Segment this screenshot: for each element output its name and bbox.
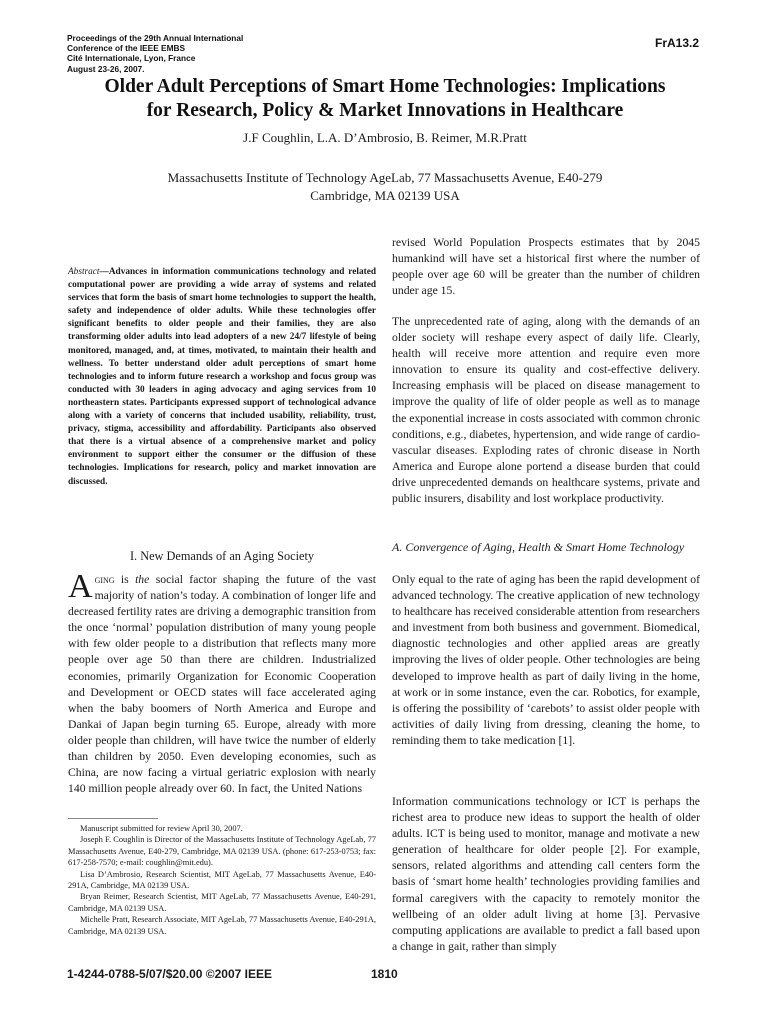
paragraph-text: The unprecedented rate of aging, along with the demands of an older society will reshape every aspect of daily life. Clearly, health will receive more attention and require even more innovation to ensure its quality and cost-effective delivery. Increasing emphasis will be placed on disease management to improve the quality of life of older people as well as to manage the exponential increase in costs associated with common chronic conditions, e.g., diabetes, hypertension, and wide range of cardio-vascular diseases. Exploding rates of chronic disease in North America and Europe alone portend a disease burden that could drive unprecedented demands on healthcare systems, private and public insurers, disability and lost workplace productivity. — [392, 315, 700, 506]
drop-cap: A — [68, 568, 93, 605]
title-line: for Research, Policy & Market Innovations in Healthcare — [146, 100, 624, 121]
body-paragraph — [392, 794, 700, 955]
document-id: FrA13.2 — [655, 36, 700, 50]
section-heading: I. New Demands of an Aging Society — [129, 549, 315, 563]
author-list: J.F Coughlin, L.A. D’Ambrosio, B. Reimer, M.R.Pratt — [243, 130, 527, 145]
affiliation — [40, 169, 730, 205]
body-paragraph — [392, 572, 700, 749]
body-paragraph — [392, 235, 700, 299]
intro-emphasis: the — [135, 573, 150, 586]
title-line: Older Adult Perceptions of Smart Home Technologies: Implications — [104, 76, 666, 97]
proceedings-info — [67, 33, 327, 74]
footnote: Bryan Reimer, Research Scientist, MIT AgeLab, 77 Massachusetts Avenue, E40-291, Cambridge, MA 02139 USA. — [68, 892, 376, 913]
abstract-text: —Advances in information communications technology and related computational power are providing a wide array of systems and related services that form the basis of smart home technologies to support the health, safety and independence of older adults. While these technologies offer significant benefits to older people and their families, they are also transforming older adults into lead adopters of a new 24/7 lifestyle of being monitored, managed, and, at times, motivated, to maintain their health and wellness. To better understand older adult perceptions of smart home technologies and to inform future research a workshop and focus group was conducted with 30 leaders in aging advocacy and aging services from 10 northeastern states. Participants expressed support of technological advance along with a variety of concerns that included usability, reliability, trust, privacy, stigma, accessibility and affordability. Participants also observed that there is a virtual absence of a comprehensive market and policy environment to support either the consumer or the diffusion of these technologies. Implications for research, policy and market innovation are discussed. — [68, 267, 376, 487]
paragraph-text: Information communications technology or ICT is perhaps the richest area to produce new ideas to support the health of older adults. ICT is being used to monitor, manage and motivate a new generation of healthcare for older people [2]. For example, sensors, related algorithms and attending call centers form the basis of ‘smart home health’ technologies providing families and formal caregivers with the capacity to remotely monitor the wellbeing of an older adult living at home [3]. Pervasive computing applications are available to predict a fall based upon a change in gait, rather than simply — [392, 795, 700, 953]
subsection-heading: A. Convergence of Aging, Health & Smart Home Technology — [392, 540, 685, 554]
footnote: Michelle Pratt, Research Associate, MIT AgeLab, 77 Massachusetts Avenue, E40-291A, Cambridge, MA 02139 USA. — [68, 915, 377, 936]
intro-paragraph — [68, 568, 377, 797]
paper-title — [40, 75, 730, 123]
first-word-rest: ging — [94, 573, 115, 586]
abstract-label: Abstract — [68, 267, 100, 277]
affiliation-line: Cambridge, MA 02139 USA — [310, 188, 460, 203]
intro-is: is — [114, 573, 136, 586]
body-paragraph — [392, 314, 700, 507]
copyright-line: 1-4244-0788-5/07/$20.00 ©2007 IEEE — [67, 967, 272, 981]
footnote-divider — [68, 818, 158, 819]
footnote: Lisa D’Ambrosio, Research Scientist, MIT AgeLab, 77 Massachusetts Avenue, E40-291A, Cambridge, MA 02139 USA. — [68, 869, 376, 891]
abstract — [68, 266, 376, 489]
page-number: 1810 — [371, 967, 398, 981]
proceedings-line: Cité Internationale, Lyon, France — [67, 53, 196, 64]
footnote: Manuscript submitted for review April 30, 2007. — [80, 824, 243, 833]
footnote: Joseph F. Coughlin is Director of the Massachusetts Institute of Technology AgeLab, 77 Massachusetts Avenue, E40-279, Cambridge, MA 02139 USA. (phone: 617-253-0753; fax: 617-258-7570; e-mail: coughlin@mit.edu). — [68, 835, 376, 868]
footnotes — [68, 823, 376, 937]
intro-text: social factor shaping the future of the vast majority of nation’s today. A combination of longer life and decreased fertility rates are driving a demographic transition from the once ‘normal’ population distribution of many young people with few older people to a distribution that reflects many more people over age 50 than there are children. Industrialized economies, primarily Organization for Economic Cooperation and Development or OECD states will face accelerated aging when the baby boomers of North America and Europe and Dankai of Japan begin turning 65. Europe, already with more older people than children, will have twice the number of elderly than children by 2050. Even developing economies, such as China, are now facing a virtual geriatric explosion with nearly 140 million people already over 60. In fact, the United Nations — [68, 573, 377, 796]
paragraph-text: revised World Population Prospects estimates that by 2045 humankind will have set a historical first where the number of people over age 60 will be greater than the number of children under age 15. — [392, 236, 700, 298]
proceedings-line: August 23-26, 2007. — [67, 63, 145, 74]
paragraph-text: Only equal to the rate of aging has been the rapid development of advanced technology. The creative application of new technology to healthcare has received considerable attention from researchers and investment from both business and government. Biomedical, diagnostic technologies and other applied areas are greatly improving the lives of older people. Other technologies are being developed to improve health as part of daily living in the home, at work or in some instance, even the car. Robotics, for example, is offering the possibility of ‘carebots’ to assist older people with activities of daily living from dressing, cleaning the home, to reminding them to take medication [1]. — [392, 573, 700, 747]
proceedings-line: Proceedings of the 29th Annual International — [67, 33, 244, 43]
affiliation-line: Massachusetts Institute of Technology AgeLab, 77 Massachusetts Avenue, E40-279 — [167, 170, 603, 185]
proceedings-line: Conference of the IEEE EMBS — [67, 43, 186, 54]
